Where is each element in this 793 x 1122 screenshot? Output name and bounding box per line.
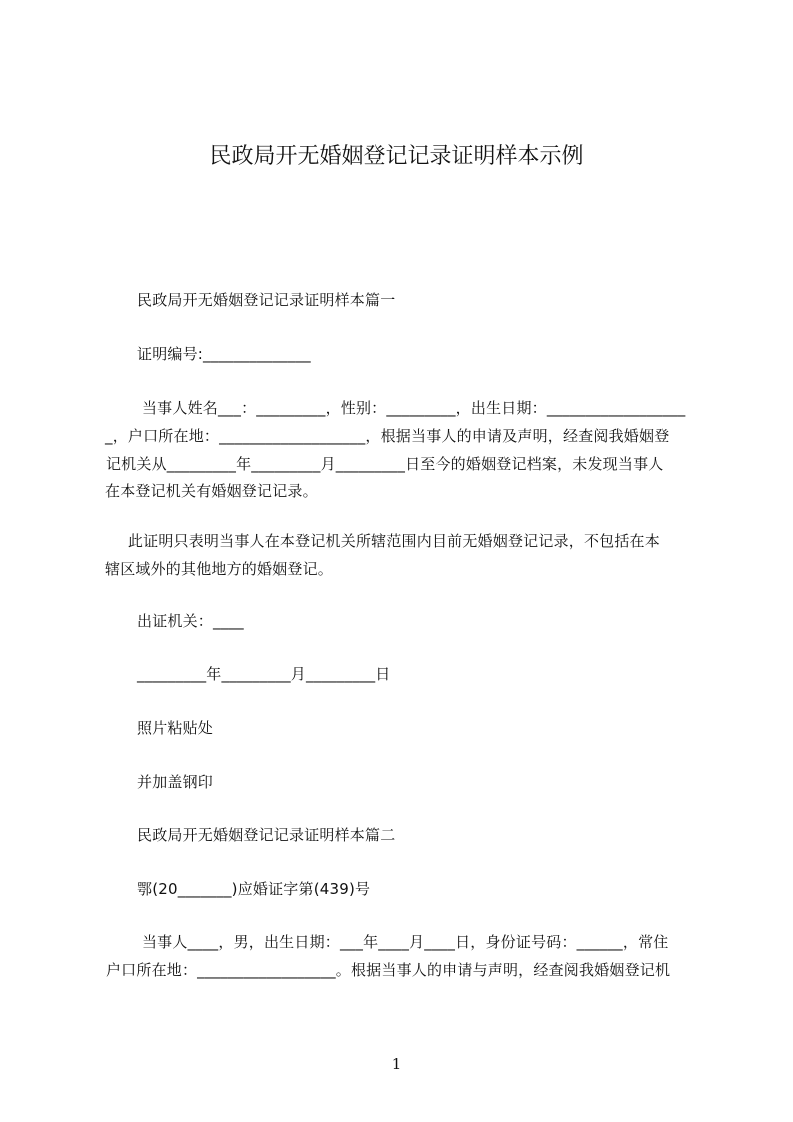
certificate-number: 证明编号:______________ xyxy=(137,345,311,363)
date-line: _________年_________月_________日 xyxy=(137,665,391,683)
paragraph-line: 当事人____，男，出生日期：___年____月____日，身份证号码：______，常住 xyxy=(137,933,669,951)
paragraph-line: 辖区域外的其他地方的婚姻登记。 xyxy=(105,560,334,578)
paragraph-line: 此证明只表明当事人在本登记机关所辖范围内目前无婚姻登记记录，不包括在本 xyxy=(118,532,660,550)
paragraph-line: _，户口所在地：___________________，根据当事人的申请及声明，经查阅我婚姻登 xyxy=(105,427,670,445)
paragraph-line: 在本登记机关有婚姻登记记录。 xyxy=(105,482,318,500)
document-title: 民政局开无婚姻登记记录证明样本示例 xyxy=(209,144,584,169)
paragraph-line: 户口所在地：__________________。根据当事人的申请与声明，经查阅我婚姻登记机 xyxy=(101,961,671,979)
page-number: 1 xyxy=(391,1055,402,1073)
paragraph-line: 当事人姓名___：_________，性别：_________，出生日期：__________________ xyxy=(137,399,686,417)
section-heading-2: 民政局开无婚姻登记记录证明样本篇二 xyxy=(137,826,396,844)
issuer-line: 出证机关：____ xyxy=(137,612,244,630)
paragraph-line: 记机关从_________年_________月_________日至今的婚姻登记档案，未发现当事人 xyxy=(101,455,664,473)
steel-stamp-label: 并加盖钢印 xyxy=(137,773,214,791)
photo-placeholder-label: 照片粘贴处 xyxy=(137,719,214,737)
certificate-number: 鄂(20_______)应婚证字第(439)号 xyxy=(137,880,371,898)
section-heading-1: 民政局开无婚姻登记记录证明样本篇一 xyxy=(137,291,396,309)
